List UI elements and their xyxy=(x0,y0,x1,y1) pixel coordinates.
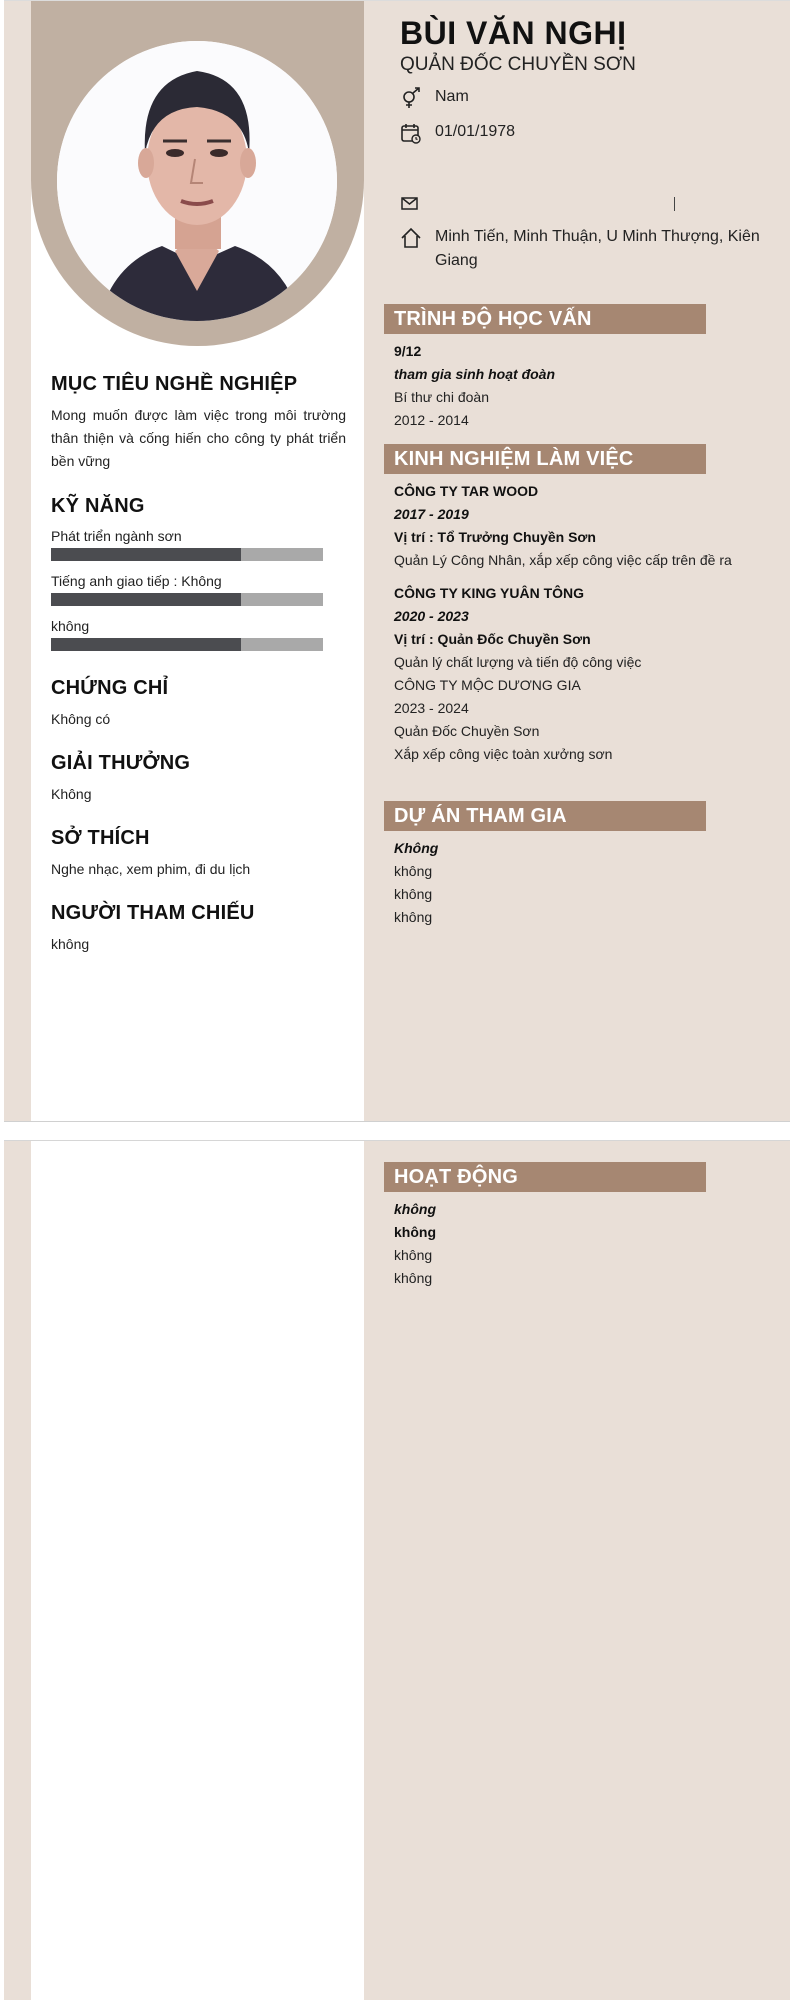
mail-icon xyxy=(400,193,422,215)
skill-name: không xyxy=(51,618,90,634)
skills-list xyxy=(51,526,346,651)
activity-line: không xyxy=(394,1270,433,1286)
activity-line: không xyxy=(394,1247,433,1263)
contact-gender xyxy=(400,85,770,109)
awards-section xyxy=(51,752,346,805)
education-title: TRÌNH ĐỘ HỌC VẤN xyxy=(384,304,706,334)
left-column xyxy=(31,1141,364,2000)
job-detail: Quản Lý Công Nhân, xắp xếp công việc cấp trên đề ra xyxy=(394,552,732,568)
projects-title: DỰ ÁN THAM GIA xyxy=(384,801,706,831)
skill-name: Tiếng anh giao tiếp : Không xyxy=(51,573,222,589)
hobbies-title: SỞ THÍCH xyxy=(51,827,150,849)
cv-page-1 xyxy=(4,0,790,1122)
job-detail: Xắp xếp công việc toàn xưởng sơn xyxy=(394,746,613,762)
objective-text: Mong muốn được làm việc trong môi trường thân thiện và cống hiến cho công ty phát triển bền vững xyxy=(51,407,346,469)
gender-value: Nam xyxy=(435,88,469,105)
job-company: CÔNG TY TAR WOOD xyxy=(394,483,539,499)
job-role: Vị trí : Tổ Trưởng Chuyền Sơn xyxy=(394,529,596,545)
full-name: BÙI VĂN NGHỊ xyxy=(400,15,627,51)
home-icon xyxy=(400,227,422,249)
education-line: 9/12 xyxy=(394,343,422,359)
contact-birthdate xyxy=(400,120,770,144)
email-value xyxy=(435,197,675,211)
certificates-title: CHỨNG CHỈ xyxy=(51,677,169,699)
skill-level-fill xyxy=(51,638,241,651)
certificates-section xyxy=(51,677,346,730)
skill-level-fill xyxy=(51,593,241,606)
certificates-text: Không có xyxy=(51,711,111,727)
objective-section xyxy=(51,373,346,473)
hobbies-text: Nghe nhạc, xem phim, đi du lịch xyxy=(51,861,251,877)
experience-section xyxy=(384,444,784,766)
job-detail: Quản lý chất lượng và tiến độ công việc xyxy=(394,654,642,670)
skill-item xyxy=(51,571,346,606)
awards-title: GIẢI THƯỞNG xyxy=(51,752,191,774)
projects-section xyxy=(384,801,784,929)
project-line: Không xyxy=(394,840,439,856)
activity-line: không xyxy=(394,1224,436,1240)
birthdate-value: 01/01/1978 xyxy=(435,123,516,140)
contact-address xyxy=(400,225,770,273)
job-company: CÔNG TY KING YUÂN TÔNG xyxy=(394,585,585,601)
experience-title: KINH NGHIỆM LÀM VIỆC xyxy=(384,444,706,474)
profile-photo xyxy=(57,41,337,321)
skill-item xyxy=(51,616,346,651)
objective-title: MỤC TIÊU NGHỀ NGHIỆP xyxy=(51,373,298,395)
job-detail: Quản Đốc Chuyền Sơn xyxy=(394,723,540,739)
skills-section xyxy=(51,495,346,651)
project-line: không xyxy=(394,886,433,902)
education-line: tham gia sinh hoạt đoàn xyxy=(394,366,556,382)
job-period: 2017 - 2019 xyxy=(394,506,469,522)
skills-title: KỸ NĂNG xyxy=(51,495,145,517)
activity-line: không xyxy=(394,1201,436,1217)
skill-level-fill xyxy=(51,548,241,561)
skill-level-bar xyxy=(51,593,323,606)
hobbies-section xyxy=(51,827,346,880)
gender-icon xyxy=(400,87,422,109)
calendar-icon xyxy=(400,122,422,144)
contact-email xyxy=(400,191,770,215)
job-title: QUẢN ĐỐC CHUYỀN SƠN xyxy=(400,54,636,75)
skill-level-bar xyxy=(51,638,323,651)
job-detail: 2023 - 2024 xyxy=(394,700,469,716)
education-section xyxy=(384,304,784,432)
activities-section xyxy=(384,1162,784,1290)
activities-title: HOẠT ĐỘNG xyxy=(384,1162,706,1192)
education-line: Bí thư chi đoàn xyxy=(394,389,489,405)
cv-header xyxy=(400,15,780,76)
project-line: không xyxy=(394,863,433,879)
job-role: Vị trí : Quản Đốc Chuyền Sơn xyxy=(394,631,591,647)
education-line: 2012 - 2014 xyxy=(394,412,469,428)
skill-name: Phát triển ngành sơn xyxy=(51,528,182,544)
awards-text: Không xyxy=(51,786,92,802)
cv-page-2 xyxy=(4,1140,790,2000)
job-detail: CÔNG TY MỘC DƯƠNG GIA xyxy=(394,677,581,693)
references-section xyxy=(51,902,346,955)
address-value: Minh Tiến, Minh Thuận, U Minh Thượng, Kiên Giang xyxy=(435,228,760,269)
references-text: không xyxy=(51,936,90,952)
project-line: không xyxy=(394,909,433,925)
left-content xyxy=(51,373,346,977)
job-period: 2020 - 2023 xyxy=(394,608,469,624)
references-title: NGƯỜI THAM CHIẾU xyxy=(51,902,255,924)
skill-level-bar xyxy=(51,548,323,561)
skill-item xyxy=(51,526,346,561)
